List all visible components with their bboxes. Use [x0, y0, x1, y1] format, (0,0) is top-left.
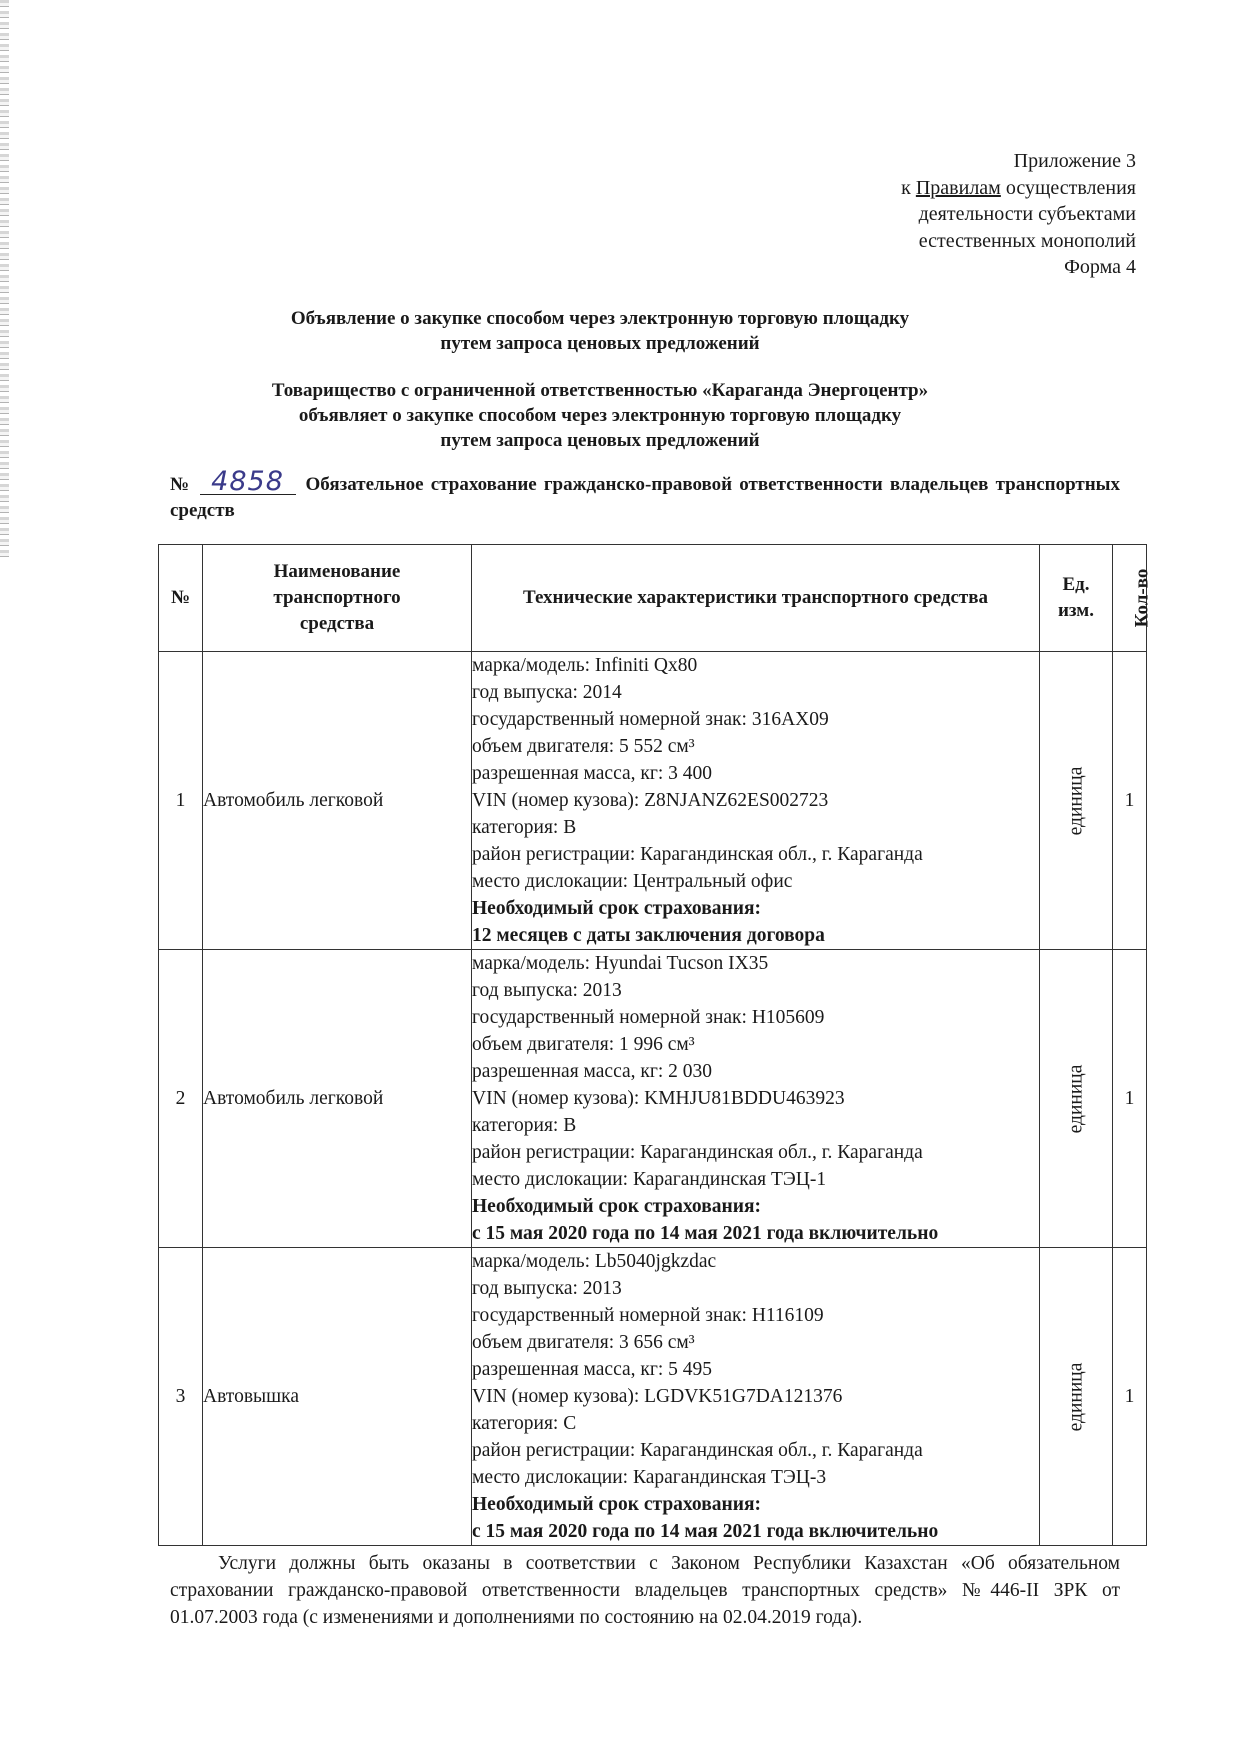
- spec-line: категория: В: [472, 1115, 577, 1136]
- spec-line: место дислокации: Карагандинская ТЭЦ-3: [472, 1467, 827, 1488]
- lot-number-sign: №: [170, 474, 192, 495]
- spec-line: VIN (номер кузова): LGDVK51G7DA121376: [472, 1386, 843, 1407]
- spec-line: категория: С: [472, 1413, 577, 1434]
- unit-label: единица: [1065, 1362, 1086, 1431]
- appendix-line-2: к Правилам осуществления: [901, 176, 1136, 199]
- header-tech: Технические характеристики транспортного средства: [472, 545, 1040, 652]
- spec-line: разрешенная масса, кг: 5 495: [472, 1359, 713, 1380]
- quantity-cell: 1: [1113, 950, 1147, 1248]
- term-value: 12 месяцев с даты заключения договора: [472, 925, 825, 946]
- vehicle-specs: [472, 652, 1040, 950]
- scan-edge-artifact: [0, 0, 9, 560]
- spec-line: район регистрации: Карагандинская обл., г. Караганда: [472, 1142, 923, 1163]
- vehicles-table: [158, 544, 1153, 1546]
- vehicle-specs: [472, 950, 1040, 1248]
- unit-cell: [1040, 950, 1113, 1248]
- spec-line: государственный номерной знак: H116109: [472, 1305, 824, 1326]
- spec-line: разрешенная масса, кг: 3 400: [472, 763, 713, 784]
- lot-number-handwritten: 4858: [200, 470, 296, 495]
- quantity-cell: 1: [1113, 652, 1147, 950]
- spec-line: место дислокации: Карагандинская ТЭЦ-1: [472, 1169, 827, 1190]
- row-number: 3: [159, 1248, 203, 1546]
- header-unit: Ед. изм.: [1040, 545, 1113, 652]
- spec-line: марка/модель: Hyundai Tucson IX35: [472, 953, 769, 974]
- spec-line: место дислокации: Центральный офис: [472, 871, 793, 892]
- spec-line: год выпуска: 2014: [472, 682, 622, 703]
- vehicle-name: Автовышка: [203, 1248, 472, 1546]
- spec-line: объем двигателя: 1 996 см³: [472, 1034, 695, 1055]
- legal-basis-paragraph: Услуги должны быть оказаны в соответствии с Законом Республики Казахстан «Об обязательном страховании гражданско-правовой ответственности владельцев транспортных средств» №446-II ЗРК от 01.07.2003 года (с изменениями и дополнениями по состоянию на 02.04.2019 года).: [170, 1553, 1120, 1628]
- spec-line: марка/модель: Lb5040jgkzdac: [472, 1251, 717, 1272]
- spec-line: год выпуска: 2013: [472, 1278, 622, 1299]
- spec-line: район регистрации: Карагандинская обл., г. Караганда: [472, 1440, 923, 1461]
- appendix-line-1: Приложение 3: [1013, 150, 1136, 172]
- organizer-statement: Товарищество с ограниченной ответственностью «Караганда Энергоцентр» объявляет о закупке способом через электронную торговую площадку путем запроса ценовых предложений: [271, 380, 929, 451]
- vehicle-specs: [472, 1248, 1040, 1546]
- table-row: [159, 652, 1147, 950]
- spec-line: объем двигателя: 3 656 см³: [472, 1332, 695, 1353]
- lot-title: [170, 466, 1121, 524]
- spec-line: VIN (номер кузова): Z8NJANZ62ES002723: [472, 790, 829, 811]
- term-value: с 15 мая 2020 года по 14 мая 2021 года включительно: [472, 1521, 939, 1542]
- term-value: с 15 мая 2020 года по 14 мая 2021 года включительно: [472, 1223, 939, 1244]
- appendix-form-number: Форма 4: [1064, 256, 1136, 278]
- lot-title-text: Обязательное страхование гражданско-правовой ответственности владельцев транспортных средств: [170, 474, 1121, 521]
- table-header-row: [159, 545, 1147, 652]
- spec-line: марка/модель: Infiniti Qx80: [472, 655, 698, 676]
- spec-line: район регистрации: Карагандинская обл., г. Караганда: [472, 844, 923, 865]
- vehicle-name: Автомобиль легковой: [203, 950, 472, 1248]
- spec-line: государственный номерной знак: 316AX09: [472, 709, 829, 730]
- spec-line: категория: В: [472, 817, 577, 838]
- spec-line: VIN (номер кузова): KMHJU81BDDU463923: [472, 1088, 845, 1109]
- rules-link[interactable]: Правилам: [915, 176, 1001, 199]
- spec-line: разрешенная масса, кг: 2 030: [472, 1061, 713, 1082]
- row-number: 2: [159, 950, 203, 1248]
- header-qty: Кол-во: [1113, 545, 1147, 652]
- header-no: №: [159, 545, 203, 652]
- appendix-line-4: естественных монополий: [918, 229, 1136, 252]
- term-label: Необходимый срок страхования:: [472, 1196, 761, 1217]
- term-label: Необходимый срок страхования:: [472, 898, 761, 919]
- header-name: Наименование транспортного средства: [203, 545, 472, 652]
- spec-line: государственный номерной знак: H105609: [472, 1007, 825, 1028]
- unit-label: единица: [1065, 1064, 1086, 1133]
- table-row: [159, 950, 1147, 1248]
- unit-cell: [1040, 652, 1113, 950]
- quantity-cell: 1: [1113, 1248, 1147, 1546]
- table-row: [159, 1248, 1147, 1546]
- spec-line: объем двигателя: 5 552 см³: [472, 736, 695, 757]
- row-number: 1: [159, 652, 203, 950]
- appendix-line-3: деятельности субъектами: [918, 203, 1136, 225]
- unit-label: единица: [1065, 766, 1086, 835]
- spec-line: год выпуска: 2013: [472, 980, 622, 1001]
- unit-cell: [1040, 1248, 1113, 1546]
- announcement-title: Объявление о закупке способом через электронную торговую площадку путем запроса ценовых предложений: [290, 308, 910, 354]
- appendix-reference: [736, 148, 1136, 281]
- term-label: Необходимый срок страхования:: [472, 1494, 761, 1515]
- vehicle-name: Автомобиль легковой: [203, 652, 472, 950]
